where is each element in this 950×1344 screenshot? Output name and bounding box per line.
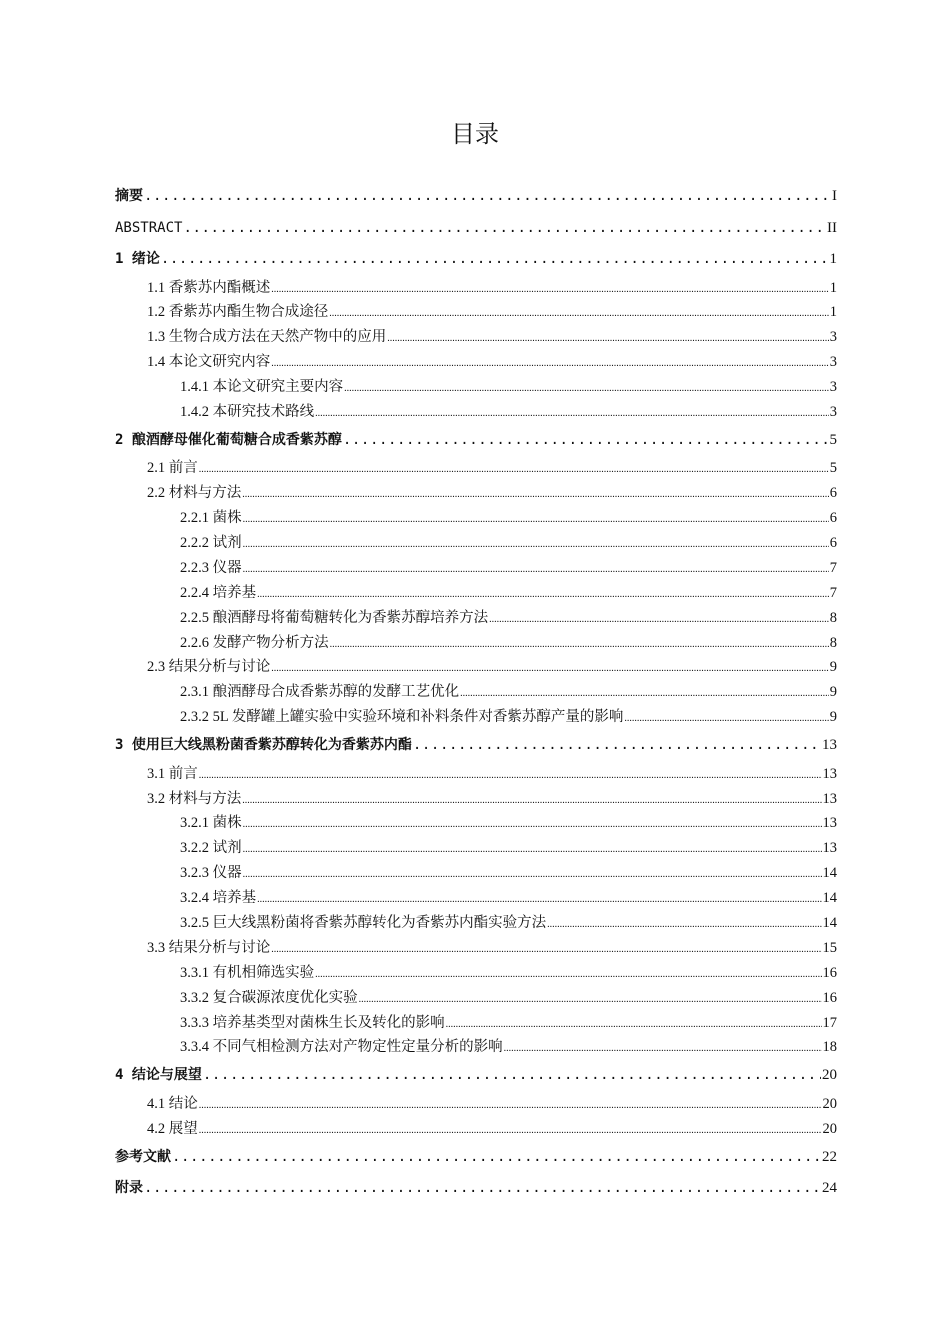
toc-entry-level2 [115, 481, 837, 506]
dot-leader [271, 278, 829, 301]
dot-leader [344, 377, 829, 400]
dot-leader [199, 458, 829, 481]
dot-leader [547, 913, 821, 936]
toc-entry-label: 1.1 香紫苏内酯概述 [147, 279, 271, 296]
toc-entry-page-number: 24 [822, 1180, 837, 1197]
dot-leader [243, 508, 829, 531]
toc-entry-level3 [115, 631, 837, 656]
toc-entry-level2 [115, 300, 837, 325]
toc-entry-level1 [115, 730, 837, 762]
dot-leader [243, 558, 829, 581]
toc-entry-level2 [115, 456, 837, 481]
toc-entry-page-number: 6 [829, 485, 837, 502]
toc-entry-page-number: 1 [829, 304, 837, 321]
toc-entry-label: 3.3.1 有机相筛选实验 [180, 964, 315, 981]
toc-entry-page-number: 20 [822, 1120, 837, 1137]
toc-entry-label: 3.2.3 仪器 [180, 865, 242, 882]
toc-entry-level1 [115, 181, 837, 213]
toc-entry-page-number: 13 [822, 737, 837, 754]
toc-entry-label: 4.1 结论 [147, 1095, 198, 1112]
toc-entry-level3 [115, 861, 837, 886]
toc-entry-label: 3.2.5 巨大线黑粉菌将香紫苏醇转化为香紫苏内酯实验方法 [180, 914, 547, 931]
toc-entry-level1 [115, 244, 837, 276]
toc-entry-label: 3.2.1 菌株 [180, 815, 242, 832]
dot-leader [161, 244, 829, 276]
toc-entry-level3 [115, 705, 837, 730]
toc-entry-level3 [115, 400, 837, 425]
toc-entry-label: 1.3 生物合成方法在天然产物中的应用 [147, 329, 387, 346]
toc-entry-page-number: 3 [829, 379, 837, 396]
toc-entry-level3 [115, 961, 837, 986]
toc-entry-page-number: 3 [829, 329, 837, 346]
toc-entry-page-number: 13 [822, 765, 837, 782]
page-title: 目录 [451, 120, 499, 148]
toc-entry-page-number: 16 [822, 989, 837, 1006]
toc-entry-page-number: 20 [822, 1067, 837, 1084]
toc-entry-label: 2.2.2 试剂 [180, 535, 242, 552]
toc-entry-label: 1.4 本论文研究内容 [147, 354, 271, 371]
toc-entry-label: 3.2.4 培养基 [180, 890, 257, 907]
toc-entry-level1 [115, 1060, 837, 1092]
toc-entry-label: 2.2 材料与方法 [147, 485, 242, 502]
dot-leader [199, 764, 822, 787]
toc-entry-label: 2.1 前言 [147, 460, 198, 477]
toc-entry-label: 4 结论与展望 [115, 1067, 202, 1084]
toc-entry-page-number: II [827, 219, 837, 236]
dot-leader [343, 425, 829, 457]
toc-entry-label: 3.1 前言 [147, 765, 198, 782]
dot-leader [460, 682, 829, 705]
toc-entry-level3 [115, 1011, 837, 1036]
toc-entry-page-number: 13 [822, 815, 837, 832]
toc-entry-label: 3.2 材料与方法 [147, 790, 242, 807]
toc-entry-page-number: 7 [829, 559, 837, 576]
toc-entry-level3 [115, 811, 837, 836]
toc-entry-page-number: 17 [822, 1014, 837, 1031]
toc-entry-label: 2.3 结果分析与讨论 [147, 659, 271, 676]
toc-entry-level2 [115, 276, 837, 301]
toc-entry-label: 2.3.2 5L 发酵罐上罐实验中实验环境和补料条件对香紫苏醇产量的影响 [180, 709, 624, 726]
toc-entry-page-number: 5 [829, 460, 837, 477]
toc-entry-label: 2.2.1 菌株 [180, 510, 242, 527]
dot-leader [359, 988, 822, 1011]
toc-entry-page-number: 20 [822, 1095, 837, 1112]
dot-leader [257, 583, 829, 606]
toc-entry-page-number: 9 [829, 709, 837, 726]
dot-leader [387, 327, 829, 350]
toc-entry-page-number: 8 [829, 609, 837, 626]
toc-entry-label: 1 绪论 [115, 251, 160, 267]
toc-entry-page-number: 8 [829, 634, 837, 651]
toc-entry-level3 [115, 911, 837, 936]
toc-entry-page-number: 9 [829, 659, 837, 676]
toc-entry-level1 [115, 425, 837, 457]
toc-entry-level3 [115, 986, 837, 1011]
toc-entry-label: 2.2.3 仪器 [180, 559, 242, 576]
toc-entry-page-number: 1 [829, 279, 837, 296]
toc-entry-label: 3.2.2 试剂 [180, 840, 242, 857]
dot-leader [199, 1094, 822, 1117]
dot-leader [329, 302, 829, 325]
toc-entry-page-number: 7 [829, 584, 837, 601]
toc-entry-level2 [115, 762, 837, 787]
toc-entry-level1 [115, 1173, 837, 1205]
toc-entry-label: 1.2 香紫苏内酯生物合成途径 [147, 304, 329, 321]
toc-entry-level2 [115, 655, 837, 680]
toc-entry-level2 [115, 1092, 837, 1117]
toc-entry-level2 [115, 787, 837, 812]
toc-entry-level3 [115, 680, 837, 705]
toc-entry-label: 1.4.1 本论文研究主要内容 [180, 379, 344, 396]
toc-entry-level3 [115, 506, 837, 531]
toc-entry-level2 [115, 1117, 837, 1142]
dot-leader [243, 838, 822, 861]
dot-leader [144, 181, 831, 213]
dot-leader [446, 1013, 822, 1036]
toc-entry-page-number: 3 [829, 403, 837, 420]
toc-entry-label: 摘要 [115, 188, 143, 204]
toc-entry-level1 [115, 1142, 837, 1174]
toc-entry-page-number: 15 [822, 939, 837, 956]
toc-entry-level2 [115, 936, 837, 961]
toc-entry-label: 参考文献 [115, 1148, 171, 1165]
toc-entry-page-number: 3 [829, 354, 837, 371]
dot-leader [243, 863, 822, 886]
toc-entry-page-number: 9 [829, 684, 837, 701]
toc-entry-label: 1.4.2 本研究技术路线 [180, 403, 315, 420]
toc-entry-label: 3.3 结果分析与讨论 [147, 939, 271, 956]
dot-leader [172, 1142, 821, 1174]
dot-leader [243, 813, 822, 836]
toc-entry-level2 [115, 325, 837, 350]
dot-leader [242, 789, 821, 812]
toc-entry-level1 [115, 213, 837, 245]
toc-entry-level3 [115, 836, 837, 861]
dot-leader [144, 1173, 821, 1205]
dot-leader [203, 1060, 821, 1092]
toc-entry-page-number: I [832, 188, 837, 204]
toc-entry-page-number: 13 [822, 790, 837, 807]
toc-entry-label: ABSTRACT [115, 219, 183, 236]
toc-entry-level3 [115, 581, 837, 606]
toc-entry-page-number: 6 [829, 510, 837, 527]
toc-entry-page-number: 16 [822, 964, 837, 981]
toc-entry-label: 3.3.3 培养基类型对菌株生长及转化的影响 [180, 1014, 445, 1031]
dot-leader [242, 483, 829, 506]
dot-leader [504, 1037, 822, 1060]
dot-leader [257, 888, 821, 911]
toc-entry-page-number: 22 [822, 1148, 837, 1165]
dot-leader [489, 608, 829, 631]
toc-entry-level3 [115, 556, 837, 581]
toc-entry-label: 2.2.6 发酵产物分析方法 [180, 634, 329, 651]
toc-entry-page-number: 1 [829, 251, 837, 267]
toc-entry-label: 3 使用巨大线黑粉菌香紫苏醇转化为香紫苏内酯 [115, 737, 412, 754]
dot-leader [243, 533, 829, 556]
toc-entry-page-number: 14 [822, 890, 837, 907]
toc-entry-level3 [115, 531, 837, 556]
toc-entry-label: 2 酿酒酵母催化葡萄糖合成香紫苏醇 [115, 431, 342, 448]
dot-leader [330, 633, 829, 656]
toc-entry-page-number: 6 [829, 535, 837, 552]
dot-leader [315, 963, 821, 986]
dot-leader [199, 1119, 822, 1142]
dot-leader [271, 657, 829, 680]
dot-leader [413, 730, 821, 762]
toc-entry-page-number: 5 [829, 431, 837, 448]
toc-entry-page-number: 14 [822, 865, 837, 882]
toc-entry-level3 [115, 1035, 837, 1060]
toc-entry-label: 2.3.1 酿酒酵母合成香紫苏醇的发酵工艺优化 [180, 684, 460, 701]
dot-leader [624, 707, 828, 730]
table-of-contents [115, 181, 837, 1205]
toc-entry-label: 2.2.4 培养基 [180, 584, 257, 601]
toc-entry-label: 3.3.4 不同气相检测方法对产物定性定量分析的影响 [180, 1039, 503, 1056]
toc-entry-label: 附录 [115, 1180, 143, 1197]
dot-leader [183, 213, 826, 245]
dot-leader [271, 352, 829, 375]
toc-entry-label: 2.2.5 酿酒酵母将葡萄糖转化为香紫苏醇培养方法 [180, 609, 489, 626]
dot-leader [315, 402, 829, 425]
toc-entry-page-number: 13 [822, 840, 837, 857]
toc-entry-level3 [115, 606, 837, 631]
toc-entry-level2 [115, 350, 837, 375]
dot-leader [271, 938, 821, 961]
toc-entry-label: 3.3.2 复合碳源浓度优化实验 [180, 989, 358, 1006]
toc-entry-level3 [115, 886, 837, 911]
toc-entry-level3 [115, 375, 837, 400]
toc-entry-page-number: 18 [822, 1039, 837, 1056]
toc-entry-page-number: 14 [822, 914, 837, 931]
toc-entry-label: 4.2 展望 [147, 1120, 198, 1137]
